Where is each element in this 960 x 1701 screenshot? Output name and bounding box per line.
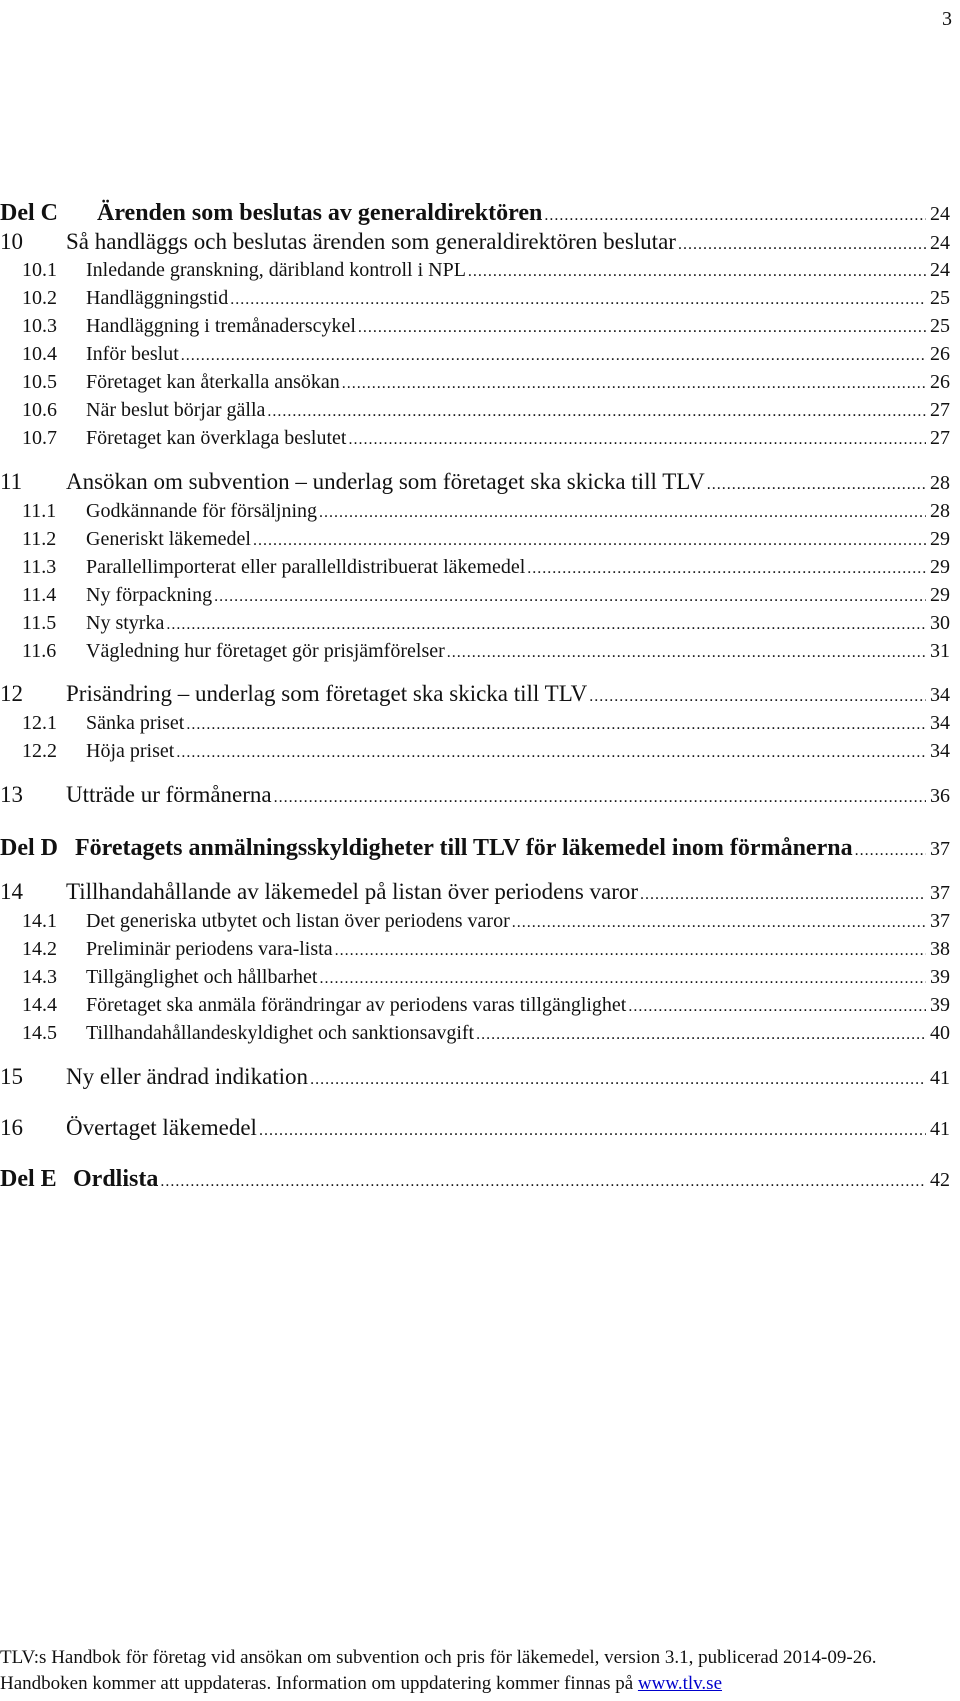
toc-number: 11.1 — [22, 500, 57, 522]
toc-number: 11 — [0, 469, 23, 494]
toc-number: 11.6 — [22, 640, 57, 662]
toc-title: Ärenden som beslutas av generaldirektören — [97, 200, 543, 226]
toc-number: 16 — [0, 1115, 23, 1140]
page-number: 3 — [942, 8, 952, 30]
toc-page: 31 — [930, 640, 950, 662]
toc-page: 27 — [930, 427, 950, 449]
toc-leader — [358, 319, 926, 337]
toc-entry-14-1[interactable] — [22, 910, 950, 933]
toc-leader — [181, 347, 926, 365]
toc-title: Sänka priset — [86, 712, 185, 734]
toc-entry-11-6[interactable] — [22, 640, 950, 663]
toc-leader — [640, 886, 926, 904]
toc-title: Preliminär periodens vara-lista — [86, 938, 333, 960]
toc-page: 29 — [930, 556, 950, 578]
toc-leader — [468, 263, 926, 281]
toc-page: 25 — [930, 287, 950, 309]
toc-title: Företaget kan återkalla ansökan — [86, 371, 340, 393]
toc-entry-14-4[interactable] — [22, 994, 950, 1017]
toc-title: Tillhandahållande av läkemedel på listan över periodens varor — [66, 879, 639, 904]
toc-entry-10[interactable] — [0, 229, 950, 255]
toc-number: 14.1 — [22, 910, 57, 932]
toc-page: 37 — [930, 838, 950, 860]
toc-entry-14-3[interactable] — [22, 966, 950, 989]
toc-entry-16[interactable] — [0, 1115, 950, 1141]
toc-title: Tillgänglighet och hållbarhet — [86, 966, 318, 988]
toc-leader — [186, 716, 926, 734]
toc-number: 10.5 — [22, 371, 57, 393]
toc-page: 37 — [930, 910, 950, 932]
toc-entry-11-3[interactable] — [22, 556, 950, 579]
toc-title: Ansökan om subvention – underlag som företaget ska skicka till TLV — [66, 469, 705, 494]
toc-page: 29 — [930, 528, 950, 550]
toc-entry-10-3[interactable] — [22, 315, 950, 338]
toc-entry-del-e[interactable] — [0, 1166, 950, 1193]
toc-entry-13[interactable] — [0, 782, 950, 808]
toc-entry-10-7[interactable] — [22, 427, 950, 450]
toc-page: 27 — [930, 399, 950, 421]
toc-title: Parallellimporterat eller parallelldistribuerat läkemedel — [86, 556, 526, 578]
toc-page: 42 — [930, 1169, 950, 1191]
toc-title: Ordlista — [73, 1166, 159, 1192]
toc-entry-15[interactable] — [0, 1064, 950, 1090]
toc-leader — [707, 476, 926, 494]
toc-entry-11-4[interactable] — [22, 584, 950, 607]
footer-line-2 — [0, 1671, 876, 1697]
toc-entry-10-2[interactable] — [22, 287, 950, 310]
toc-number: Del D — [0, 835, 58, 861]
toc-page: 40 — [930, 1022, 950, 1044]
toc-page: 37 — [930, 882, 950, 904]
footer-line-2-text: Handboken kommer att uppdateras. Information om uppdatering kommer finnas på — [0, 1673, 638, 1694]
toc-page: 28 — [930, 500, 950, 522]
toc-leader — [527, 560, 926, 578]
toc-page: 41 — [930, 1067, 950, 1089]
toc-leader — [342, 375, 926, 393]
toc-number: 11.3 — [22, 556, 57, 578]
toc-leader — [628, 998, 926, 1016]
toc-leader — [267, 403, 926, 421]
toc-entry-14[interactable] — [0, 879, 950, 905]
toc-entry-del-d[interactable] — [0, 835, 950, 862]
toc-page: 25 — [930, 315, 950, 337]
toc-number: 10.6 — [22, 399, 57, 421]
toc-number: 10.7 — [22, 427, 57, 449]
toc-leader — [230, 291, 926, 309]
toc-title: Företaget ska anmäla förändringar av periodens varas tillgänglighet — [86, 994, 627, 1016]
toc-number: 15 — [0, 1064, 23, 1089]
toc-page: 36 — [930, 785, 950, 807]
toc-number: 12.2 — [22, 740, 57, 762]
toc-title: Det generiska utbytet och listan över periodens varor — [86, 910, 510, 932]
toc-number: 10.2 — [22, 287, 57, 309]
footer-line-1: TLV:s Handbok för företag vid ansökan om subvention och pris för läkemedel, version 3.1, publicerad 2014-09-26. — [0, 1647, 877, 1668]
toc-title: Så handläggs och beslutas ärenden som generaldirektören beslutar — [66, 229, 676, 254]
toc-number: Del C — [0, 200, 58, 226]
toc-title: Utträde ur förmånerna — [66, 782, 272, 807]
toc-entry-11-2[interactable] — [22, 528, 950, 551]
toc-number: 14.2 — [22, 938, 57, 960]
toc-page: 30 — [930, 612, 950, 634]
toc-page: 24 — [930, 203, 950, 225]
toc-leader — [544, 207, 926, 225]
toc-leader — [589, 688, 926, 706]
toc-leader — [319, 970, 926, 988]
toc-leader — [348, 431, 926, 449]
toc-page: 39 — [930, 966, 950, 988]
toc-page: 26 — [930, 371, 950, 393]
toc-leader — [214, 588, 926, 606]
toc-title: Prisändring – underlag som företaget ska skicka till TLV — [66, 681, 588, 706]
toc-number: 13 — [0, 782, 23, 807]
toc-number: 10.1 — [22, 259, 57, 281]
toc-title: Tillhandahållandeskyldighet och sanktionsavgift — [86, 1022, 475, 1044]
toc-title: Handläggningstid — [86, 287, 229, 309]
toc-entry-14-2[interactable] — [22, 938, 950, 961]
toc-number: 14.4 — [22, 994, 57, 1016]
toc-number: 11.4 — [22, 584, 57, 606]
toc-title: Ny förpackning — [86, 584, 213, 606]
toc-leader — [274, 789, 926, 807]
footer-link[interactable]: www.tlv.se — [637, 1673, 723, 1694]
toc-title: Företagets anmälningsskyldigheter till TLV för läkemedel inom förmånerna — [75, 835, 853, 861]
toc-leader — [335, 942, 926, 960]
toc-leader — [166, 616, 926, 634]
toc-entry-11[interactable] — [0, 469, 950, 495]
toc-leader — [160, 1173, 926, 1191]
toc-number: 14.3 — [22, 966, 57, 988]
toc-number: 12.1 — [22, 712, 57, 734]
toc-entry-12-1[interactable] — [22, 712, 950, 735]
toc-title: Vägledning hur företaget gör prisjämförelser — [86, 640, 445, 662]
toc-entry-11-5[interactable] — [22, 612, 950, 635]
toc-page: 28 — [930, 472, 950, 494]
toc-leader — [512, 914, 926, 932]
toc-title: Generiskt läkemedel — [86, 528, 251, 550]
toc-page: 41 — [930, 1118, 950, 1140]
toc-title: Inför beslut — [86, 343, 179, 365]
toc-page: 34 — [930, 712, 950, 734]
toc-entry-12[interactable] — [0, 681, 950, 707]
toc-page: 26 — [930, 343, 950, 365]
toc-title: Övertaget läkemedel — [66, 1115, 257, 1140]
toc-entry-12-2[interactable] — [22, 740, 950, 763]
toc-entry-del-c[interactable] — [0, 200, 950, 227]
toc-page: 38 — [930, 938, 950, 960]
toc-number: 14 — [0, 879, 23, 904]
toc-number: 10.3 — [22, 315, 57, 337]
toc-title: Godkännande för försäljning — [86, 500, 318, 522]
toc-page: 24 — [930, 259, 950, 281]
toc-number: 14.5 — [22, 1022, 57, 1044]
toc-entry-10-6[interactable] — [22, 399, 950, 422]
toc-page: 34 — [930, 684, 950, 706]
toc-number: 10 — [0, 229, 23, 254]
toc-number: 10.4 — [22, 343, 57, 365]
toc-leader — [678, 236, 926, 254]
toc-title: Ny styrka — [86, 612, 165, 634]
toc-leader — [855, 842, 926, 860]
toc-leader — [447, 644, 926, 662]
toc-title: Ny eller ändrad indikation — [66, 1064, 309, 1089]
toc-entry-14-5[interactable] — [22, 1022, 950, 1045]
toc-leader — [259, 1122, 926, 1140]
toc-page: 29 — [930, 584, 950, 606]
toc-title: Företaget kan överklaga beslutet — [86, 427, 347, 449]
toc-entry-10-1[interactable] — [22, 259, 950, 282]
page-footer — [0, 1645, 876, 1697]
toc-number: Del E — [0, 1166, 57, 1192]
toc-entry-10-5[interactable] — [22, 371, 950, 394]
toc-number: 12 — [0, 681, 23, 706]
toc-leader — [176, 744, 926, 762]
toc-page: 34 — [930, 740, 950, 762]
toc-number: 11.5 — [22, 612, 57, 634]
toc-leader — [253, 532, 926, 550]
toc-page: 39 — [930, 994, 950, 1016]
toc-title: Handläggning i tremånaderscykel — [86, 315, 356, 337]
toc-title: När beslut börjar gälla — [86, 399, 266, 421]
toc-leader — [310, 1071, 926, 1089]
toc-title: Höja priset — [86, 740, 175, 762]
toc-leader — [319, 504, 926, 522]
toc-entry-11-1[interactable] — [22, 500, 950, 523]
toc-title: Inledande granskning, däribland kontroll i NPL — [86, 259, 466, 281]
toc-page: 24 — [930, 232, 950, 254]
toc-number: 11.2 — [22, 528, 57, 550]
toc-entry-10-4[interactable] — [22, 343, 950, 366]
toc-leader — [476, 1026, 926, 1044]
